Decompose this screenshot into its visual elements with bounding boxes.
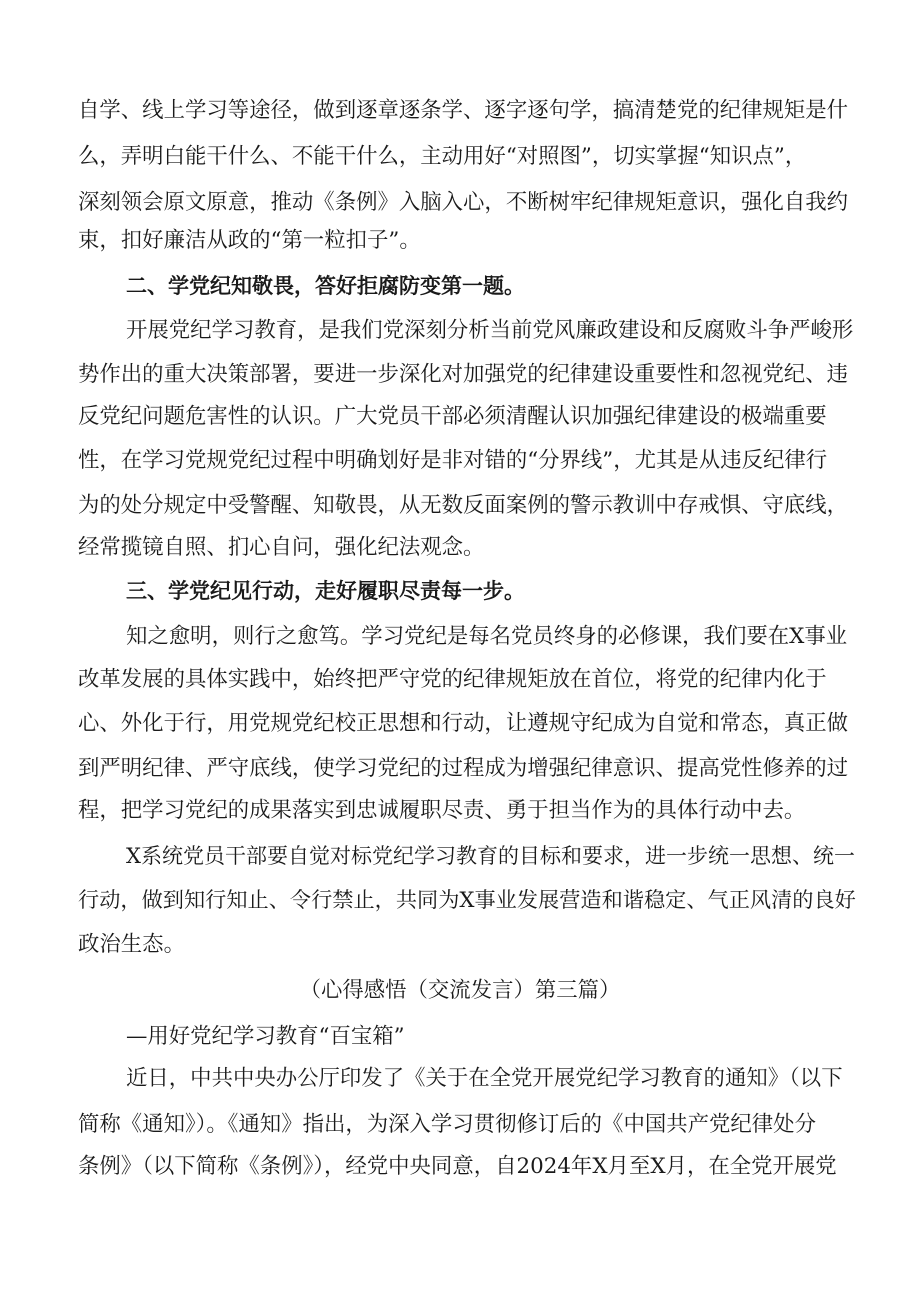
paragraph-line-7: 反党纪问题危害性的认识。广大党员干部必须清醒认识加强纪律建设的极端重要 (78, 404, 827, 429)
paragraph-line-10: 经常揽镜自照、扪心自问，强化纪法观念。 (78, 535, 485, 560)
paragraph-line-6: 势作出的重大决策部署，要进一步深化对加强党的纪律建设重要性和忽视党纪、违 (78, 362, 849, 387)
paragraph-line-12: 改革发展的具体实践中，始终把严守党的纪律规矩放在首位，将党的纪律内化于 (78, 667, 827, 692)
paragraph-line-16: X系统党员干部要自觉对标党纪学习教育的目标和要求，进一步统一思想、统一 (126, 844, 855, 868)
paragraph-line-13: 心、外化于行，用党规党纪校正思想和行动，让遵规守纪成为自觉和常态，真正做 (78, 711, 849, 736)
paragraph-line-14: 到严明纪律、严守底线，使学习党纪的过程成为增强纪律意识、提高党性修养的过 (78, 756, 849, 781)
paragraph-line-9: 为的处分规定中受警醒、知敬畏，从无数反面案例的警示教训中存戒惧、守底线， (78, 493, 849, 518)
paragraph-line-5: 开展党纪学习教育，是我们党深刻分析当前党风廉政建设和反腐败斗争严峻形 (126, 318, 854, 343)
paragraph-line-1: 自学、线上学习等途径，做到逐章逐条学、逐字逐句学，搞清楚党的纪律规矩是什 (78, 98, 849, 123)
section-heading-2: 二、学党纪知敬畏，答好拒腐防变第一题。 (126, 274, 525, 298)
article-subtitle: —用好党纪学习教育“百宝箱” (126, 1024, 405, 1049)
paragraph-line-20: 简称《通知》）。《通知》指出，为深入学习贯彻修订后的《中国共产党纪律处分 (78, 1112, 816, 1137)
paragraph-line-3: 深刻领会原文原意，推动《条例》入脑入心，不断树牢纪律规矩意识，强化自我约 (78, 190, 849, 215)
paragraph-line-4: 束，扣好廉洁从政的“第一粒扣子”。 (78, 228, 421, 253)
article-title: （心得感悟（交流发言）第三篇） (299, 978, 621, 1003)
paragraph-line-2: 么，弄明白能干什么、不能干什么，主动用好“对照图”，切实掌握“知识点”， (78, 144, 807, 169)
paragraph-line-8: 性，在学习党规党纪过程中明确划好是非对错的“分界线”，尤其是从违反纪律行 (78, 448, 828, 473)
paragraph-line-21: 条例》（以下简称《条例》），经党中央同意，自2024年X月至X月，在全党开展党 (78, 1154, 837, 1179)
paragraph-line-18: 政治生态。 (78, 932, 185, 957)
paragraph-line-19: 近日，中共中央办公厅印发了《关于在全党开展党纪学习教育的通知》（以下 (126, 1066, 843, 1091)
paragraph-line-17: 行动，做到知行知止、令行禁止，共同为X事业发展营造和谐稳定、气正风清的良好 (78, 887, 856, 912)
paragraph-line-15: 程，把学习党纪的成果落实到忠诚履职尽责、勇于担当作为的具体行动中去。 (78, 798, 806, 823)
section-heading-3: 三、学党纪见行动，走好履职尽责每一步。 (126, 579, 525, 603)
paragraph-line-11: 知之愈明，则行之愈笃。学习党纪是每名党员终身的必修课，我们要在X事业 (126, 624, 848, 649)
